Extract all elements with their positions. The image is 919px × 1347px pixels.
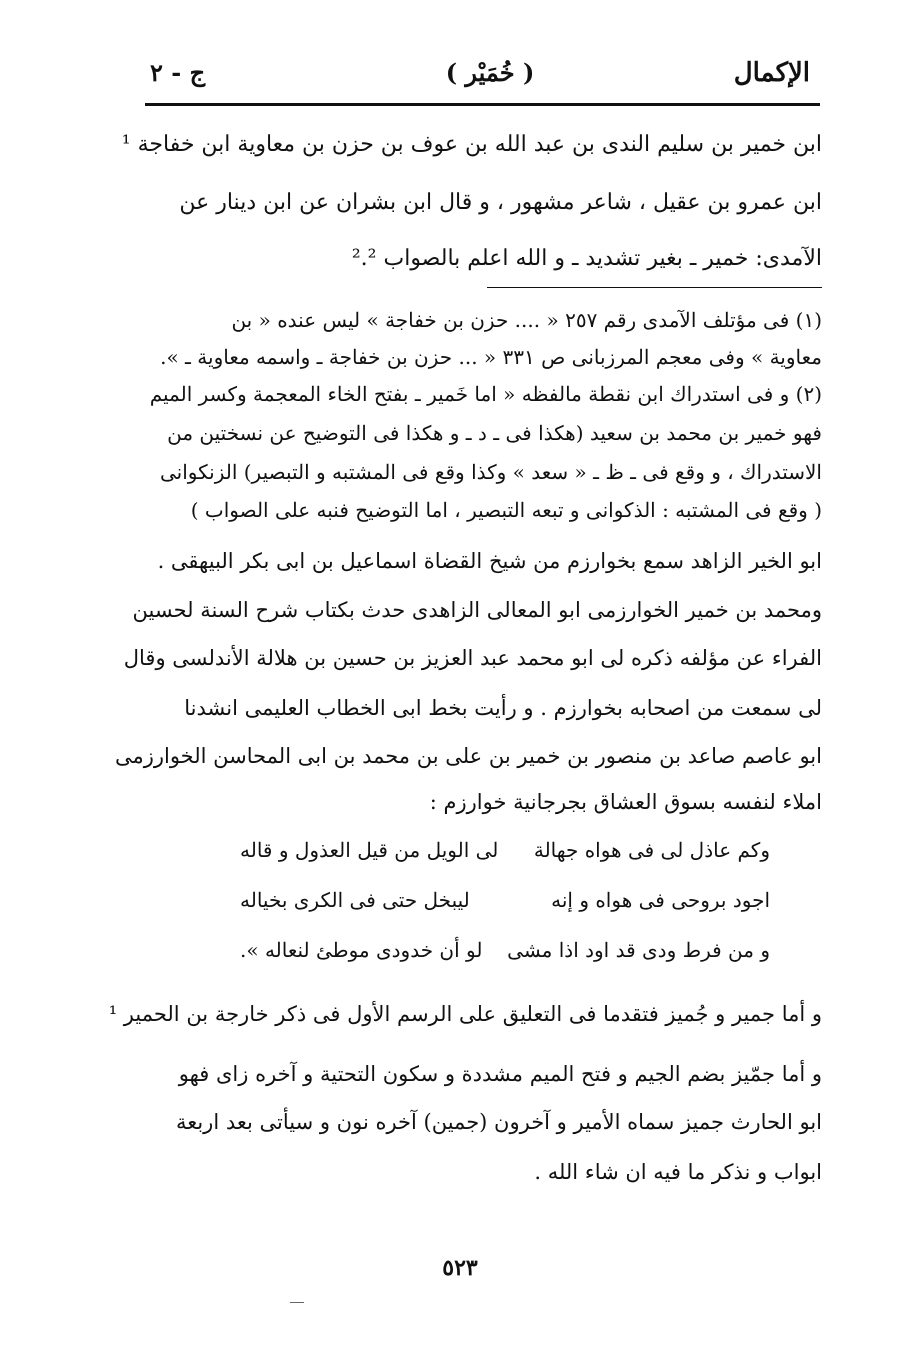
main-text-line: ابن خمير بن سليم الندى بن عبد الله بن عوف بن حزن بن معاوية ابن خفاجة ¹ [121, 132, 822, 157]
entry-heading: ( خُمَيْر ) [445, 58, 535, 87]
verse-line [170, 938, 770, 972]
verse-line [170, 888, 770, 922]
body-line: و أما جمّيز بضم الجيم و فتح الميم مشددة و سكون التحتية و آخره زاى فهو [178, 1062, 822, 1086]
book-title: الإكمال [733, 58, 810, 88]
verse-first-hemistich: وكم عاذل لى فى هواه جهالة [533, 838, 770, 862]
verse-first-hemistich: اجود بروحى فى هواه و إنه [551, 888, 770, 912]
page-number: ٥٢٣ [442, 1255, 478, 1281]
body-line: ومحمد بن خمير الخوارزمى ابو المعالى الزاهدى حدث بكتاب شرح السنة لحسين [132, 598, 822, 622]
scan-speck [290, 1302, 304, 1303]
verse-second-hemistich: لو أن خدودى موطئ لنعاله ». [240, 938, 483, 962]
header-rule [145, 103, 820, 106]
body-line: ابو الحارث جميز سماه الأمير و آخرون (جمين) آخره نون و سيأتى بعد اربعة [175, 1110, 822, 1134]
main-text-line: الآمدى: خمير ـ بغير تشديد ـ و الله اعلم بالصواب ².² [351, 246, 822, 271]
running-header [150, 58, 810, 98]
footnote-line: ( وقع فى المشتبه : الذكوانى و تبعه التبصير ، اما التوضيح فنبه على الصواب ) [190, 498, 822, 522]
body-line: الفراء عن مؤلفه ذكره لى ابو محمد عبد العزيز بن حسين بن هلالة الأندلسى وقال [123, 646, 822, 670]
footnote-line: معاوية » وفى معجم المرزبانى ص ٣٣١ « ... حزن بن خفاجة ـ واسمه معاوية ـ ». [160, 345, 822, 369]
footnote-line: فهو خمير بن محمد بن سعيد (هكذا فى ـ د ـ و هكذا فى التوضيح عن نسختين من [167, 421, 822, 445]
verse-second-hemistich: لى الويل من قيل العذول و قاله [240, 838, 499, 862]
body-line: املاء لنفسه بسوق العشاق بجرجانية خوارزم : [429, 790, 822, 814]
volume-number: ج - ٢ [150, 58, 206, 87]
body-line: و أما جمير و جُميز فتقدما فى التعليق على الرسم الأول فى ذكر خارجة بن الحمير ¹ [108, 1002, 822, 1026]
verse-second-hemistich: ليبخل حتى فى الكرى بخياله [240, 888, 470, 912]
verse-line [170, 838, 770, 872]
footnote-line: (٢) و فى استدراك ابن نقطة مالفظه « اما خَمير ـ بفتح الخاء المعجمة وكسر الميم [149, 382, 822, 406]
body-line: لى سمعت من اصحابه بخوارزم . و رأيت بخط ابى الخطاب العليمى انشدنا [184, 696, 822, 720]
footnote-line: الاستدراك ، و وقع فى ـ ظ ـ « سعد » وكذا وقع فى المشتبه و التبصير) الزنكوانى [159, 460, 822, 484]
body-line: ابو عاصم صاعد بن منصور بن خمير بن على بن محمد بن ابى المحاسن الخوارزمى [114, 744, 822, 768]
verse-first-hemistich: و من فرط ودى قد اود اذا مشى [507, 938, 770, 962]
body-line: ابواب و نذكر ما فيه ان شاء الله . [534, 1160, 822, 1184]
footnote-line: (١) فى مؤتلف الآمدى رقم ٢٥٧ « .... حزن بن خفاجة » ليس عنده « بن [231, 308, 822, 332]
main-text-line: ابن عمرو بن عقيل ، شاعر مشهور ، و قال ابن بشران عن ابن دينار عن [179, 190, 822, 215]
footnote-separator [487, 287, 822, 288]
body-line: ابو الخير الزاهد سمع بخوارزم من شيخ القضاة اسماعيل بن ابى بكر البيهقى . [157, 549, 822, 573]
